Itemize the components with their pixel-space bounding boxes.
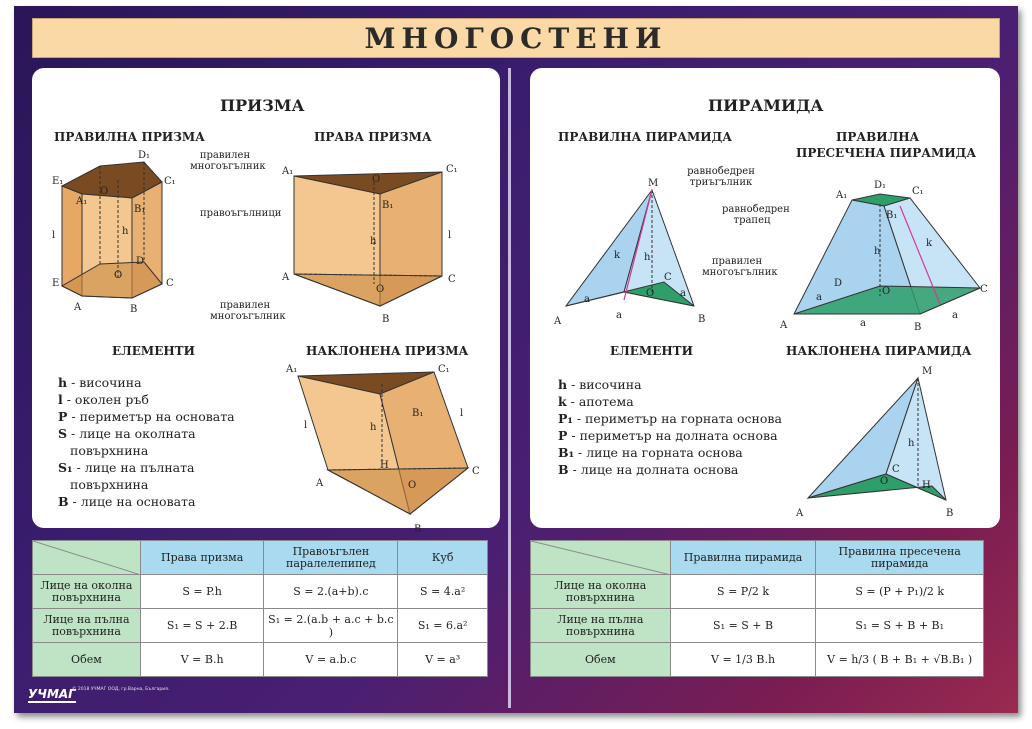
table-cell: V = B.h xyxy=(140,643,264,677)
table-row xyxy=(531,609,984,643)
pyramid-elements-heading: ЕЛЕМЕНТИ xyxy=(610,344,693,358)
truncated-pyramid-figure xyxy=(780,176,990,336)
svg-text:M: M xyxy=(648,178,659,189)
prism-element-row: S - лице на околната xyxy=(58,426,196,441)
svg-text:C: C xyxy=(980,284,988,295)
table-corner xyxy=(531,541,671,575)
table-cell: S₁ = S + 2.B xyxy=(140,609,264,643)
row-label: Лице на околна повърхнина xyxy=(33,575,141,609)
page-title: МНОГОСТЕНИ xyxy=(364,21,668,55)
pyramid-formula-table xyxy=(530,540,984,677)
table-cell: S₁ = 2.(a.b + a.c + b.c ) xyxy=(264,609,398,643)
svg-text:C₁: C₁ xyxy=(438,364,450,375)
prism-elements-list xyxy=(58,374,235,510)
table-row xyxy=(531,643,984,677)
svg-text:E₁: E₁ xyxy=(52,176,64,187)
svg-text:l: l xyxy=(460,408,464,419)
table-header: Права призма xyxy=(140,541,264,575)
svg-text:A: A xyxy=(282,272,290,283)
svg-text:C: C xyxy=(664,272,672,283)
svg-text:C: C xyxy=(892,464,900,475)
right-prism-figure xyxy=(282,164,482,334)
svg-text:M: M xyxy=(922,366,933,377)
svg-text:a: a xyxy=(584,294,590,305)
table-cell: V = a.b.c xyxy=(264,643,398,677)
callout-regular-polygon: правилен многоъгълник xyxy=(702,256,778,278)
svg-text:a: a xyxy=(816,292,822,303)
panel-divider xyxy=(508,68,511,708)
row-label: Обем xyxy=(531,643,671,677)
table-header: Правилна пирамида xyxy=(670,541,816,575)
svg-text:h: h xyxy=(644,252,651,263)
truncated-pyramid-heading-2: ПРЕСЕЧЕНА ПИРАМИДА xyxy=(796,146,977,160)
table-header: Правоъгълен паралелепипед xyxy=(264,541,398,575)
pyramid-heading: ПИРАМИДА xyxy=(708,96,824,115)
table-cell: S = (P + P₁)/2 k xyxy=(816,575,984,609)
prism-element-row: повърхнина xyxy=(70,443,149,458)
table-cell: V = 1/3 B.h xyxy=(670,643,816,677)
svg-text:A: A xyxy=(796,508,804,519)
svg-text:O: O xyxy=(376,284,385,295)
prism-elements-heading: ЕЛЕМЕНТИ xyxy=(112,344,195,358)
svg-text:C₁: C₁ xyxy=(446,164,458,175)
svg-text:B: B xyxy=(382,314,390,325)
svg-text:O: O xyxy=(372,174,381,185)
svg-text:A₁: A₁ xyxy=(836,190,848,201)
svg-text:D₁: D₁ xyxy=(138,150,151,161)
row-label: Лице на пълна повърхнина xyxy=(33,609,141,643)
pyramid-element-row: B - лице на долната основа xyxy=(558,462,739,477)
table-row xyxy=(33,609,488,643)
svg-text:A: A xyxy=(780,320,788,331)
table-cell: S = 4.a² xyxy=(398,575,488,609)
title-bar xyxy=(32,18,1000,58)
callout-regular-polygon-top: правилен многоъгълник xyxy=(190,150,266,172)
svg-text:a: a xyxy=(952,310,958,321)
table-cell: S = P.h xyxy=(140,575,264,609)
pyramid-element-row: B₁ - лице на горната основа xyxy=(558,445,743,460)
oblique-pyramid-heading: НАКЛОНЕНА ПИРАМИДА xyxy=(786,344,972,358)
truncated-pyramid-heading-1: ПРАВИЛНА xyxy=(836,130,920,144)
pyramid-element-row: P - периметър на долната основа xyxy=(558,428,778,443)
table-row xyxy=(33,575,488,609)
svg-text:B: B xyxy=(130,304,138,315)
svg-text:k: k xyxy=(926,238,933,249)
prism-element-row: B - лице на основата xyxy=(58,494,196,509)
table-cell: S = P/2 k xyxy=(670,575,816,609)
oblique-pyramid-figure xyxy=(796,364,996,524)
svg-text:l: l xyxy=(448,230,452,241)
table-cell: V = a³ xyxy=(398,643,488,677)
prism-formula-table xyxy=(32,540,488,677)
svg-text:D: D xyxy=(136,256,145,267)
svg-text:B: B xyxy=(946,508,954,519)
callout-isosceles-trapezoid: равнобедрен трапец xyxy=(722,204,790,226)
svg-text:h: h xyxy=(370,236,377,247)
table-corner xyxy=(33,541,141,575)
svg-text:O: O xyxy=(114,270,123,281)
svg-text:h: h xyxy=(122,226,129,237)
svg-text:O: O xyxy=(882,286,891,297)
table-header: Куб xyxy=(398,541,488,575)
right-prism-heading: ПРАВА ПРИЗМА xyxy=(314,130,432,144)
svg-text:A₁: A₁ xyxy=(76,196,88,207)
svg-text:H: H xyxy=(922,480,931,491)
svg-text:B₁: B₁ xyxy=(412,408,424,419)
svg-text:B: B xyxy=(914,322,922,333)
svg-text:O: O xyxy=(100,186,109,197)
svg-text:H: H xyxy=(380,460,389,471)
table-row xyxy=(531,575,984,609)
table-cell: S₁ = 6.a² xyxy=(398,609,488,643)
table-cell: V = h/3 ( B + B₁ + √B.B₁ ) xyxy=(816,643,984,677)
row-label: Лице на пълна повърхнина xyxy=(531,609,671,643)
copyright-text: © 2018 УЧМАГ ООД, гр.Варна, България. xyxy=(72,687,170,692)
svg-text:O: O xyxy=(408,480,417,491)
svg-text:E: E xyxy=(52,278,60,289)
svg-text:a: a xyxy=(680,288,686,299)
svg-text:B₁: B₁ xyxy=(134,204,146,215)
svg-text:l: l xyxy=(52,230,56,241)
svg-text:A: A xyxy=(316,478,324,489)
pyramid-element-row: P₁ - периметър на горната основа xyxy=(558,411,782,426)
row-label: Лице на околна повърхнина xyxy=(531,575,671,609)
pyramid-elements-list xyxy=(558,376,782,478)
prism-element-row: S₁ - лице на пълната xyxy=(58,460,195,475)
publisher-logo: УЧМАГ xyxy=(28,687,76,701)
callout-rectangles: правоъгълници xyxy=(200,208,282,219)
svg-text:O: O xyxy=(880,476,889,487)
poster xyxy=(14,6,1018,713)
callout-regular-polygon-bottom: правилен многоъгълник xyxy=(210,300,286,322)
regular-prism-figure xyxy=(52,146,182,316)
svg-text:h: h xyxy=(908,438,915,449)
table-cell: S₁ = S + B xyxy=(670,609,816,643)
svg-text:k: k xyxy=(614,250,621,261)
svg-text:B: B xyxy=(414,524,422,535)
prism-panel xyxy=(32,68,500,535)
svg-text:h: h xyxy=(874,246,881,257)
prism-heading: ПРИЗМА xyxy=(220,96,305,115)
table-header: Правилна пресечена пирамида xyxy=(816,541,984,575)
prism-element-row: P - периметър на основата xyxy=(58,409,235,424)
regular-pyramid-figure xyxy=(554,178,714,328)
table-cell: S = 2.(a+b).c xyxy=(264,575,398,609)
svg-text:A₁: A₁ xyxy=(286,364,298,375)
prism-element-row: h - височина xyxy=(58,375,142,390)
svg-text:C: C xyxy=(166,278,174,289)
svg-text:D₁: D₁ xyxy=(874,180,887,191)
pyramid-element-row: h - височина xyxy=(558,377,642,392)
pyramid-panel xyxy=(530,68,1000,528)
svg-text:D: D xyxy=(834,278,843,289)
svg-text:B: B xyxy=(698,314,706,325)
svg-text:C₁: C₁ xyxy=(912,186,924,197)
regular-pyramid-heading: ПРАВИЛНА ПИРАМИДА xyxy=(558,130,733,144)
svg-text:h: h xyxy=(370,422,377,433)
svg-text:l: l xyxy=(304,420,308,431)
svg-text:B₁: B₁ xyxy=(886,210,898,221)
svg-text:O: O xyxy=(646,288,655,299)
pyramid-element-row: k - апотема xyxy=(558,394,634,409)
svg-text:a: a xyxy=(860,318,866,329)
row-label: Обем xyxy=(33,643,141,677)
table-row xyxy=(33,643,488,677)
svg-text:A: A xyxy=(554,316,562,327)
svg-text:C₁: C₁ xyxy=(164,176,176,187)
prism-element-row: l - околен ръб xyxy=(58,392,149,407)
svg-text:a: a xyxy=(616,310,622,321)
svg-text:B₁: B₁ xyxy=(382,200,394,211)
svg-text:A: A xyxy=(74,302,82,313)
table-cell: S₁ = S + B + B₁ xyxy=(816,609,984,643)
regular-prism-heading: ПРАВИЛНА ПРИЗМА xyxy=(54,130,205,144)
svg-text:C: C xyxy=(448,274,456,285)
svg-text:C: C xyxy=(472,466,480,477)
prism-element-row: повърхнина xyxy=(70,477,149,492)
oblique-prism-figure xyxy=(284,364,484,535)
svg-text:A₁: A₁ xyxy=(282,166,294,177)
callout-isosceles-triangle: равнобедрен триъгълник xyxy=(687,166,755,188)
oblique-prism-heading: НАКЛОНЕНА ПРИЗМА xyxy=(306,344,469,358)
